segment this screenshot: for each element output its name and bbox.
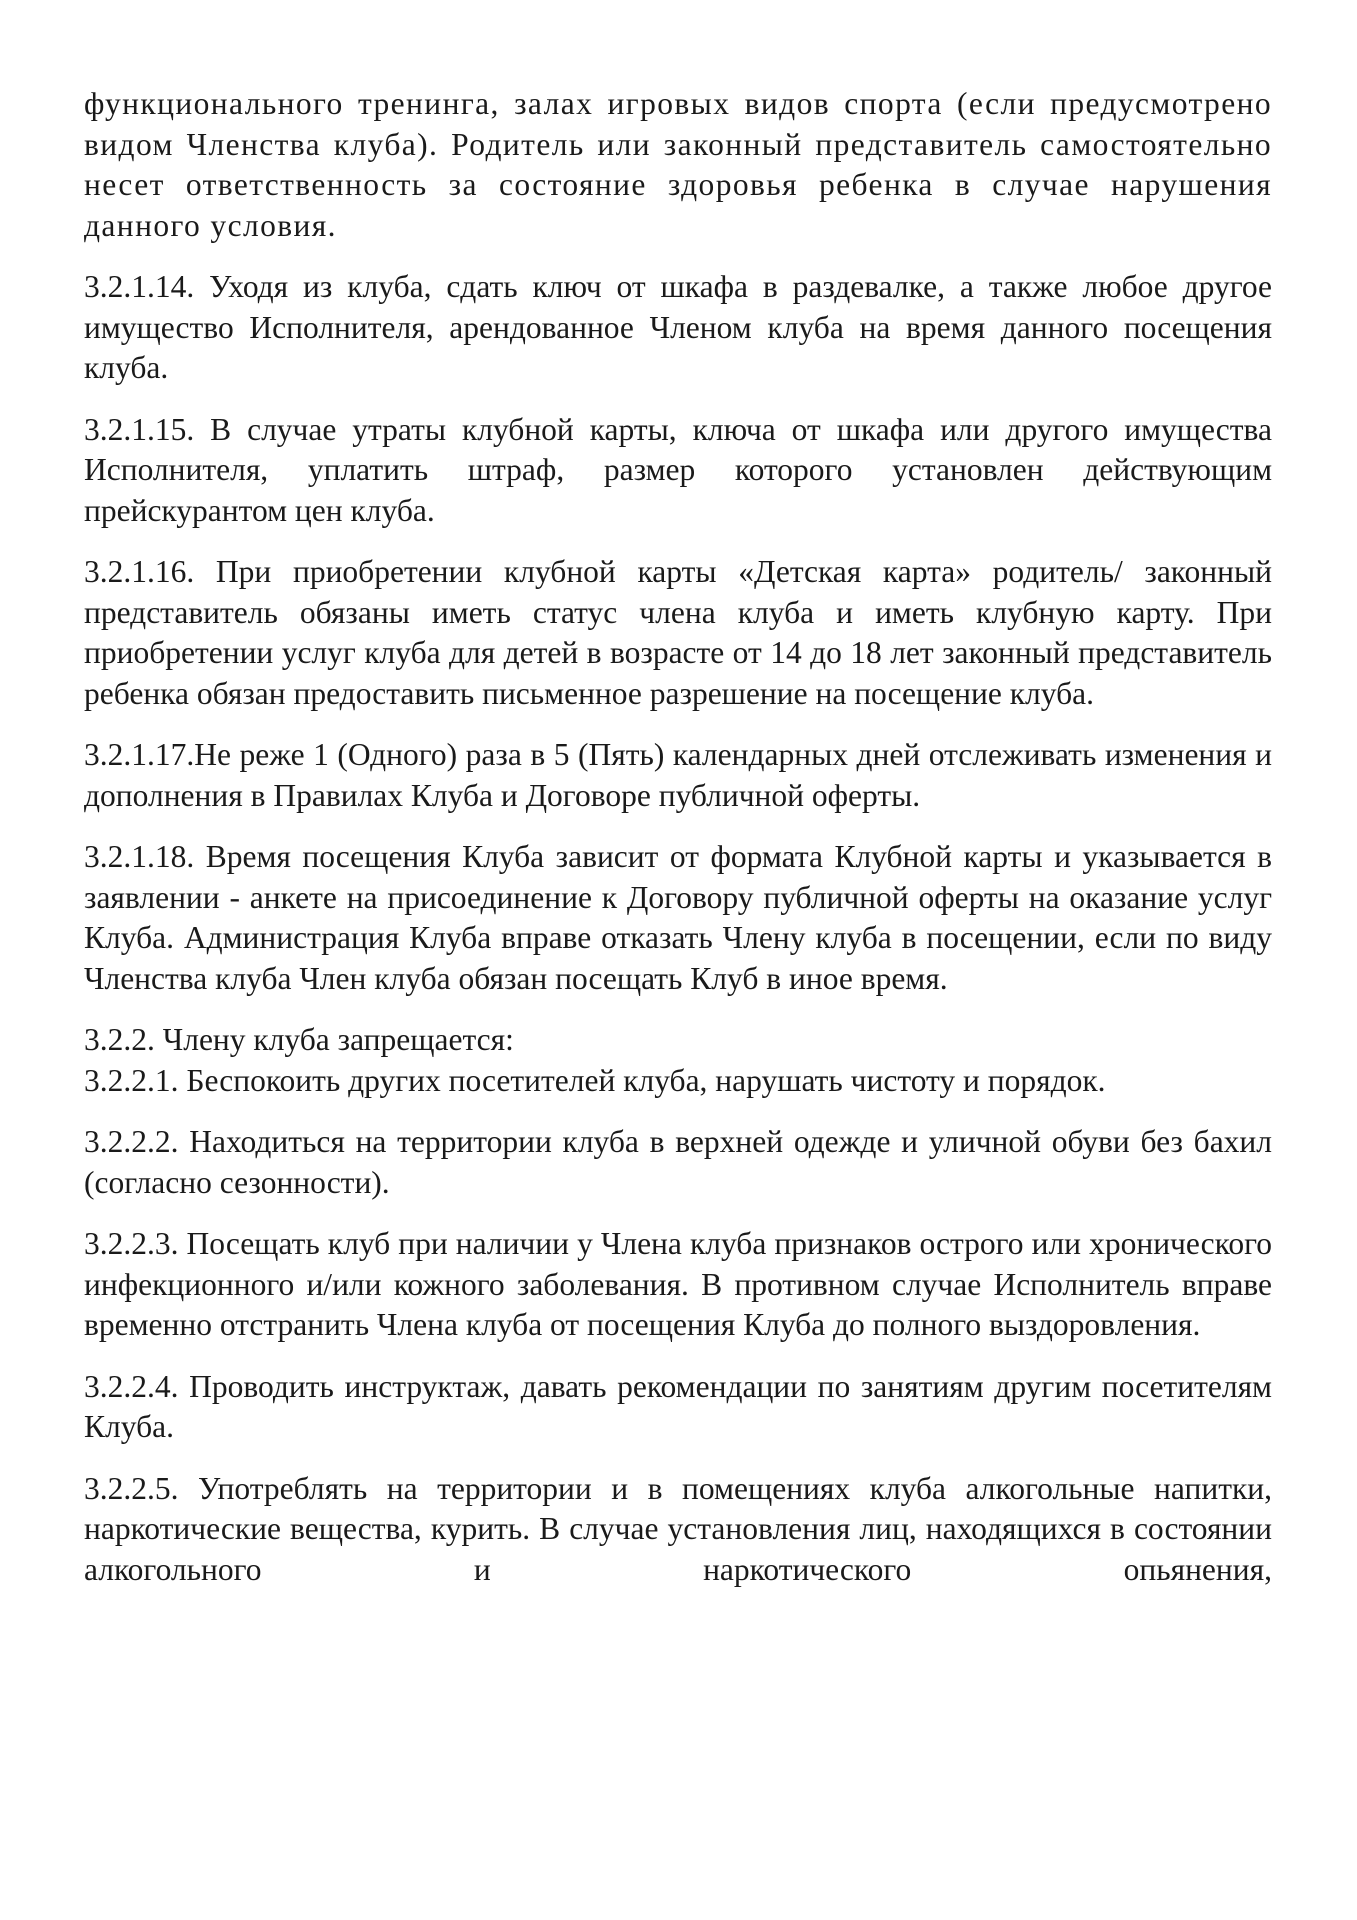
clause-3-2-1-16: 3.2.1.16. При приобретении клубной карты «Детская карта» родитель/ законный представитель обязаны иметь статус члена клуба и иметь клубную карту. При приобретении услуг клуба для детей в возрасте от 14 до 18 лет законный представитель ребенка обязан предоставить письменное разрешение на посещение клуба. [84,554,1272,711]
clause-3-2-2-heading: 3.2.2. Члену клуба запрещается: [84,1022,514,1057]
clause-3-2-1-14: 3.2.1.14. Уходя из клуба, сдать ключ от шкафа в раздевалке, а также любое другое имущество Исполнителя, арендованное Членом клуба на время данного посещения клуба. [84,269,1272,385]
clause-3-2-2-3: 3.2.2.3. Посещать клуб при наличии у Члена клуба признаков острого или хронического инфекционного и/или кожного заболевания. В противном случае Исполнитель вправе временно отстранить Члена клуба от посещения Клуба до полного выздоровления. [84,1226,1272,1342]
clause-3-2-1-17: 3.2.1.17.Не реже 1 (Одного) раза в 5 (Пять) календарных дней отслеживать изменения и дополнения в Правилах Клуба и Договоре публичной оферты. [84,737,1272,813]
clause-3-2-2-5: 3.2.2.5. Употреблять на территории и в помещениях клуба алкогольные напитки, наркотические вещества, курить. В случае установления лиц, находящихся в состоянии алкогольного и наркотического опьянения, [84,1470,1272,1587]
clause-3-2-2-1: 3.2.2.1. Беспокоить других посетителей клуба, нарушать чистоту и порядок. [84,1062,1106,1098]
clause-3-2-2-2: 3.2.2.2. Находиться на территории клуба в верхней одежде и уличной обуви без бахил (согласно сезонности). [84,1124,1272,1200]
clause-3-2-1-15: 3.2.1.15. В случае утраты клубной карты, ключа от шкафа или другого имущества Исполнителя, уплатить штраф, размер которого установлен действующим прейскурантом цен клуба. [84,411,1272,528]
paragraph-continuation: функционального тренинга, залах игровых видов спорта (если предусмотрено видом Членства клуба). Родитель или законный представитель самостоятельно несет ответственность за состояние здоровья ребенка в случае нарушения данного условия. [84,86,1272,243]
clause-3-2-2-4: 3.2.2.4. Проводить инструктаж, давать рекомендации по занятиям другим посетителям Клуба. [84,1368,1272,1444]
clause-3-2-1-18: 3.2.1.18. Время посещения Клуба зависит от формата Клубной карты и указывается в заявлении - анкете на присоединение к Договору публичной оферты на оказание услуг Клуба. Администрация Клуба вправе отказать Члену клуба в посещении, если по виду Членства клуба Член клуба обязан посещать Клуб в иное время. [84,839,1272,996]
